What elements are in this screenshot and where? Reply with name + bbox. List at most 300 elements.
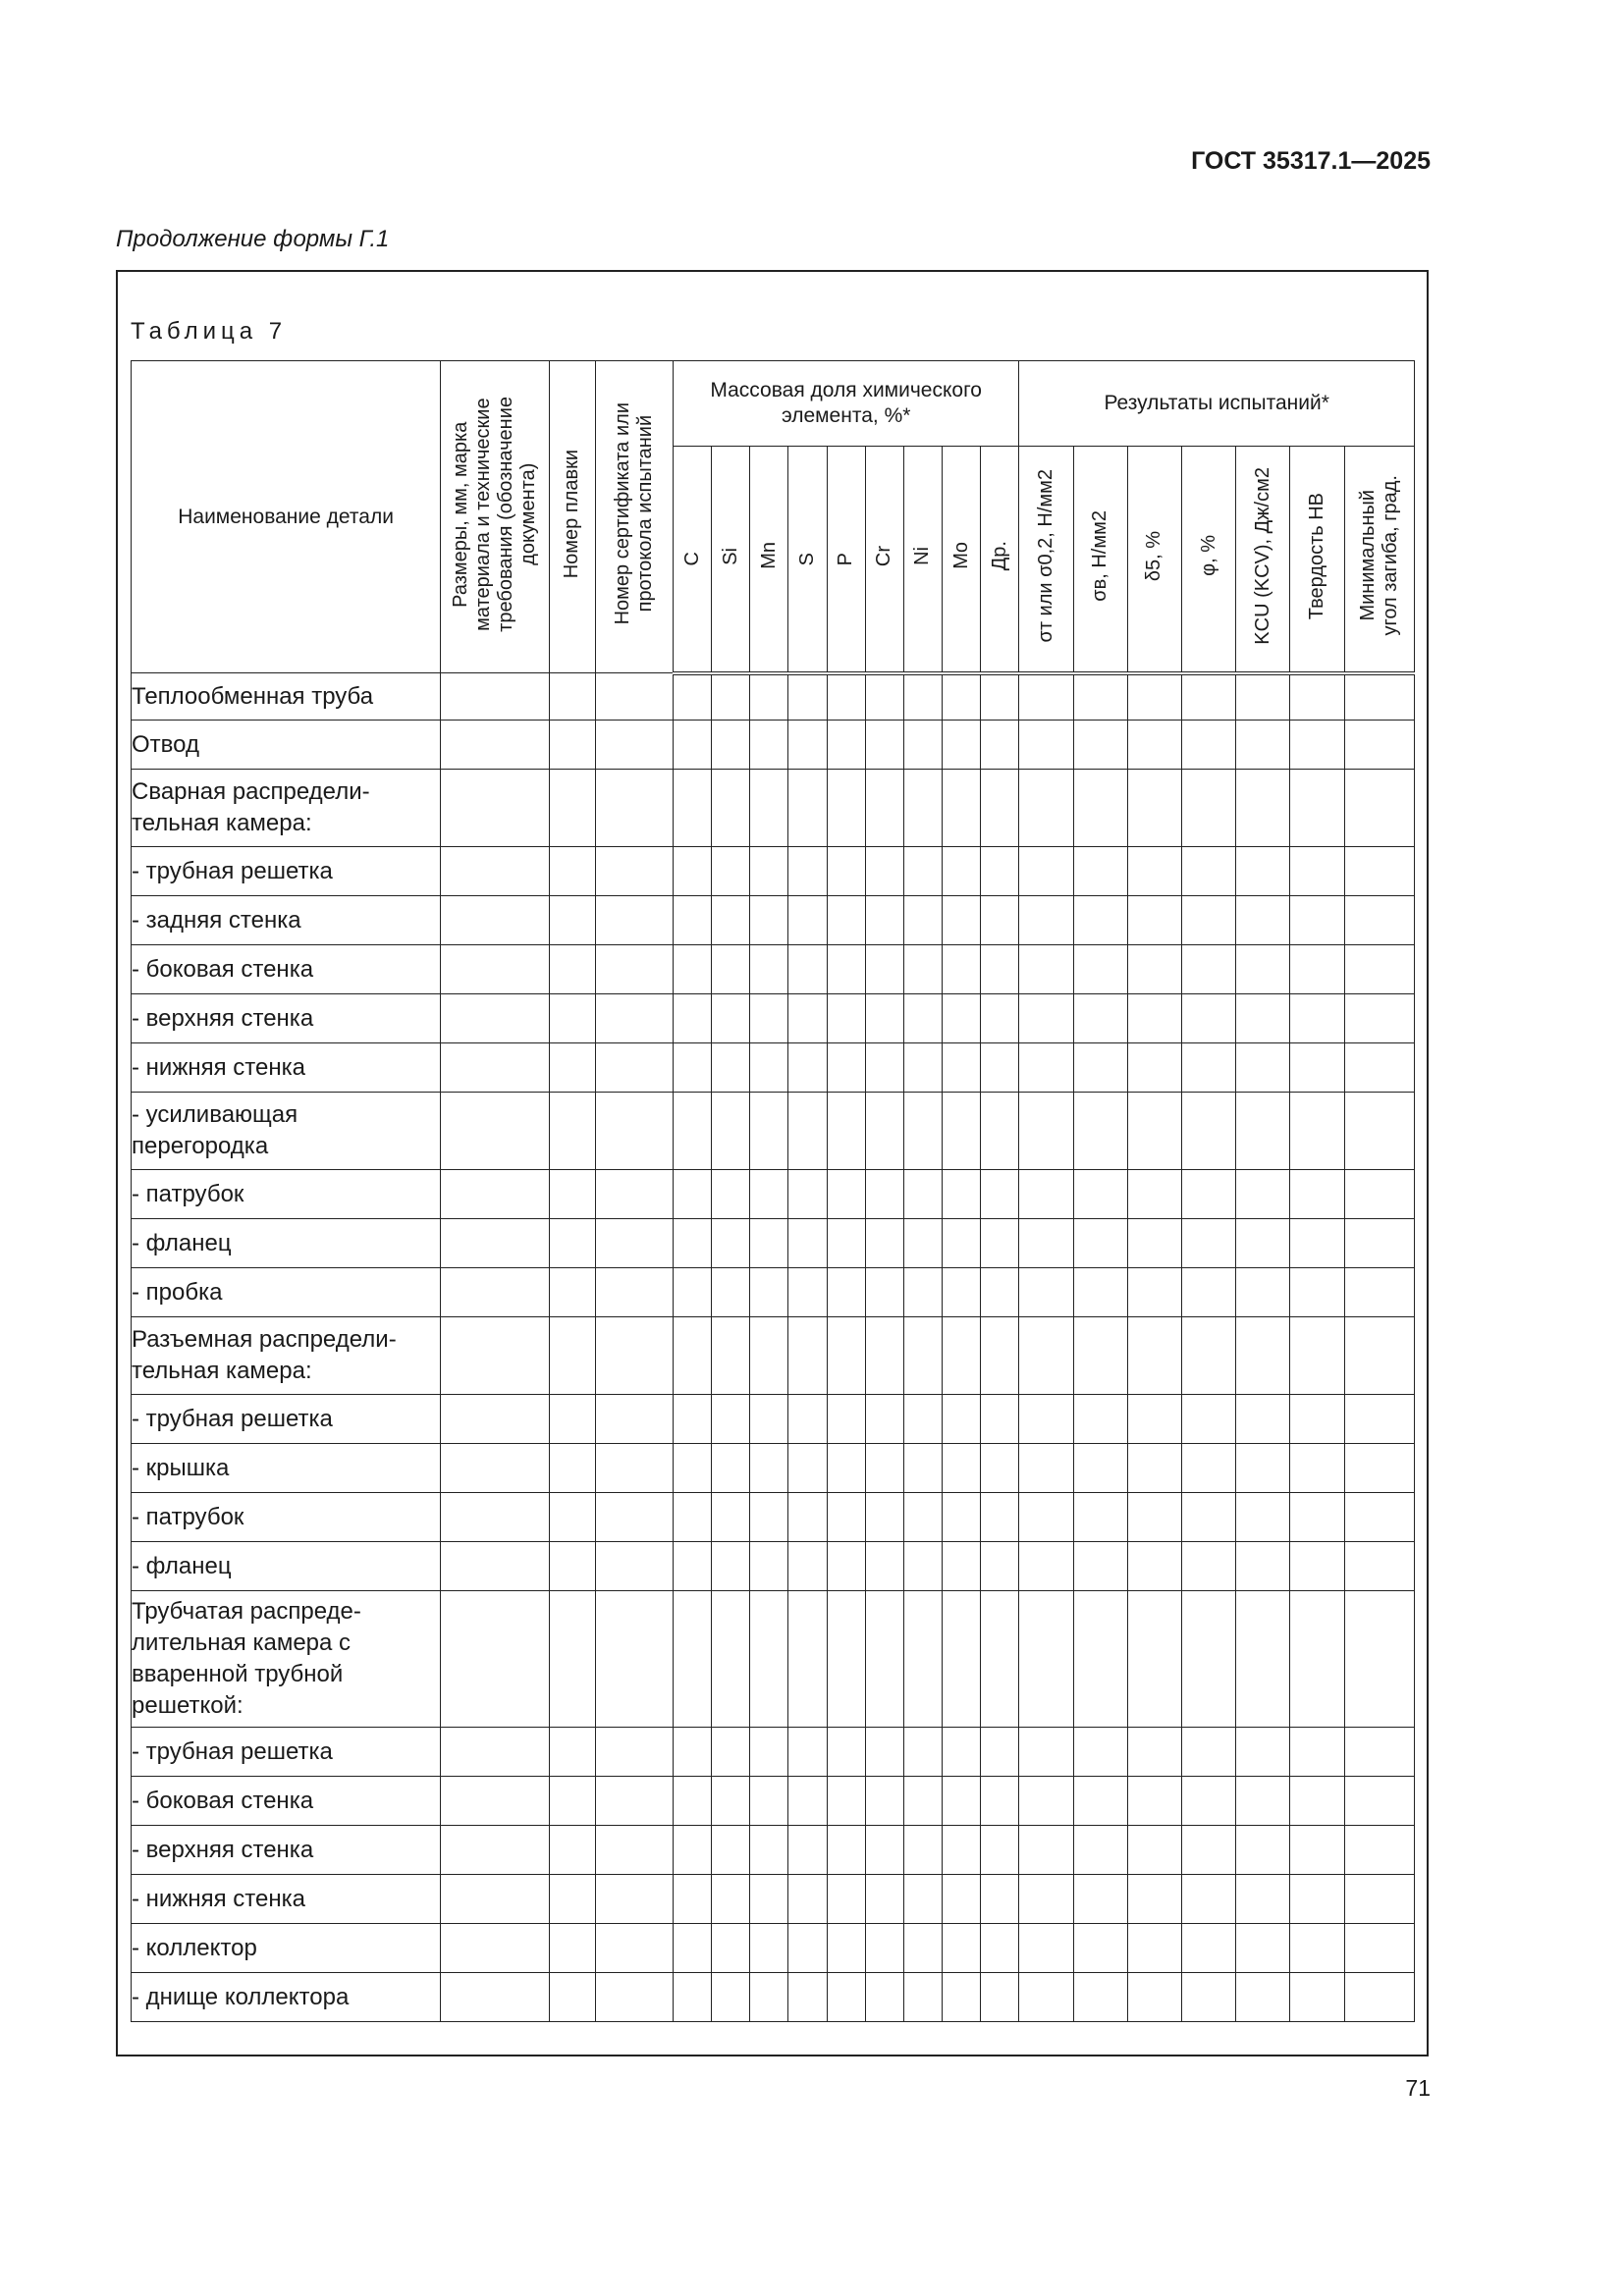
empty-cell (1073, 1826, 1127, 1875)
empty-cell (1344, 1444, 1414, 1493)
empty-cell (750, 994, 788, 1043)
empty-cell (595, 1317, 673, 1395)
empty-cell (1236, 1268, 1290, 1317)
empty-cell (943, 1395, 981, 1444)
table-row (132, 770, 1415, 847)
empty-cell (788, 1395, 827, 1444)
empty-cell (943, 896, 981, 945)
empty-cell (788, 1924, 827, 1973)
empty-cell (1019, 1317, 1073, 1395)
empty-cell (1127, 770, 1181, 847)
empty-cell (595, 1924, 673, 1973)
empty-cell (865, 1317, 903, 1395)
empty-cell (712, 994, 750, 1043)
empty-cell (595, 1170, 673, 1219)
empty-cell (827, 1826, 865, 1875)
empty-cell (827, 847, 865, 896)
table-row (132, 994, 1415, 1043)
empty-cell (1344, 896, 1414, 945)
empty-cell (674, 1444, 712, 1493)
empty-cell (1236, 1317, 1290, 1395)
table-row (132, 1444, 1415, 1493)
empty-cell (788, 1493, 827, 1542)
empty-cell (1073, 1728, 1127, 1777)
empty-cell (1019, 721, 1073, 770)
empty-cell (943, 1444, 981, 1493)
empty-cell (943, 1493, 981, 1542)
empty-cell (1019, 847, 1073, 896)
empty-cell (865, 1875, 903, 1924)
empty-cell (1127, 994, 1181, 1043)
empty-cell (441, 1268, 549, 1317)
empty-cell (750, 1924, 788, 1973)
empty-cell (865, 1973, 903, 2022)
empty-cell (549, 1777, 595, 1826)
empty-cell (441, 994, 549, 1043)
empty-cell (549, 1826, 595, 1875)
table-row (132, 1268, 1415, 1317)
empty-cell (712, 770, 750, 847)
empty-cell (1290, 721, 1344, 770)
empty-cell (712, 1493, 750, 1542)
empty-cell (549, 847, 595, 896)
part-name-cell: Теплообменная труба (132, 673, 441, 721)
empty-cell (750, 1219, 788, 1268)
empty-cell (441, 1728, 549, 1777)
empty-cell (712, 1542, 750, 1591)
empty-cell (1073, 1317, 1127, 1395)
empty-cell (1127, 1924, 1181, 1973)
empty-cell (981, 1542, 1019, 1591)
empty-cell (674, 896, 712, 945)
empty-cell (1127, 847, 1181, 896)
empty-cell (1236, 1219, 1290, 1268)
empty-cell (1290, 770, 1344, 847)
empty-cell (1073, 1170, 1127, 1219)
empty-cell (865, 1093, 903, 1170)
empty-cell (1344, 1219, 1414, 1268)
empty-cell (441, 945, 549, 994)
empty-cell (712, 1093, 750, 1170)
empty-cell (788, 1219, 827, 1268)
empty-cell (674, 1317, 712, 1395)
empty-cell (827, 673, 865, 721)
empty-cell (827, 1170, 865, 1219)
empty-cell (1073, 673, 1127, 721)
empty-cell (981, 1777, 1019, 1826)
empty-cell (865, 945, 903, 994)
empty-cell (750, 896, 788, 945)
empty-cell (712, 1973, 750, 2022)
empty-cell (549, 1542, 595, 1591)
empty-cell (903, 1170, 942, 1219)
empty-cell (943, 1542, 981, 1591)
empty-cell (1344, 673, 1414, 721)
empty-cell (1073, 847, 1127, 896)
empty-cell (441, 673, 549, 721)
empty-cell (1181, 1219, 1235, 1268)
empty-cell (549, 1317, 595, 1395)
empty-cell (865, 1170, 903, 1219)
empty-cell (441, 770, 549, 847)
empty-cell (441, 847, 549, 896)
empty-cell (1073, 1542, 1127, 1591)
header-element-s: S (788, 447, 827, 673)
empty-cell (903, 673, 942, 721)
empty-cell (441, 1591, 549, 1728)
empty-cell (1181, 1317, 1235, 1395)
empty-cell (865, 1395, 903, 1444)
empty-cell (1236, 1170, 1290, 1219)
empty-cell (903, 1875, 942, 1924)
empty-cell (903, 1826, 942, 1875)
empty-cell (1181, 1170, 1235, 1219)
empty-cell (750, 1542, 788, 1591)
empty-cell (943, 1875, 981, 1924)
empty-cell (1181, 1268, 1235, 1317)
header-bend-angle: Минимальный угол загиба, град. (1344, 447, 1414, 673)
empty-cell (1290, 1542, 1344, 1591)
empty-cell (943, 721, 981, 770)
empty-cell (981, 1043, 1019, 1093)
empty-cell (981, 1826, 1019, 1875)
empty-cell (903, 847, 942, 896)
empty-cell (750, 1395, 788, 1444)
empty-cell (865, 1728, 903, 1777)
empty-cell (903, 1924, 942, 1973)
empty-cell (674, 1395, 712, 1444)
empty-cell (549, 1973, 595, 2022)
empty-cell (1290, 1493, 1344, 1542)
empty-cell (549, 1043, 595, 1093)
empty-cell (750, 1268, 788, 1317)
empty-cell (1344, 1728, 1414, 1777)
header-element-c: C (674, 447, 712, 673)
empty-cell (1236, 1777, 1290, 1826)
empty-cell (712, 673, 750, 721)
empty-cell (1290, 1444, 1344, 1493)
empty-cell (441, 1317, 549, 1395)
empty-cell (943, 847, 981, 896)
empty-cell (943, 1043, 981, 1093)
empty-cell (750, 770, 788, 847)
empty-cell (549, 1395, 595, 1444)
empty-cell (1019, 1924, 1073, 1973)
empty-cell (549, 1728, 595, 1777)
empty-cell (712, 847, 750, 896)
empty-cell (1019, 1728, 1073, 1777)
empty-cell (549, 896, 595, 945)
empty-cell (827, 1219, 865, 1268)
empty-cell (441, 1826, 549, 1875)
empty-cell (674, 1728, 712, 1777)
part-name-cell: - трубная решетка (132, 847, 441, 896)
empty-cell (1019, 945, 1073, 994)
empty-cell (903, 770, 942, 847)
empty-cell (750, 1728, 788, 1777)
empty-cell (674, 721, 712, 770)
header-elongation: δ5, % (1127, 447, 1181, 673)
empty-cell (750, 1826, 788, 1875)
part-name-cell: - фланец (132, 1542, 441, 1591)
empty-cell (981, 770, 1019, 847)
empty-cell (595, 1093, 673, 1170)
empty-cell (865, 847, 903, 896)
empty-cell (674, 1268, 712, 1317)
part-name-cell: - коллектор (132, 1924, 441, 1973)
empty-cell (1181, 1728, 1235, 1777)
empty-cell (712, 1444, 750, 1493)
empty-cell (441, 1444, 549, 1493)
empty-cell (827, 1317, 865, 1395)
part-name-cell: Отвод (132, 721, 441, 770)
part-name-cell: - патрубок (132, 1493, 441, 1542)
empty-cell (827, 1728, 865, 1777)
table-row (132, 1093, 1415, 1170)
header-element-mo: Mo (943, 447, 981, 673)
empty-cell (1019, 1826, 1073, 1875)
empty-cell (827, 945, 865, 994)
empty-cell (595, 994, 673, 1043)
empty-cell (788, 1591, 827, 1728)
empty-cell (981, 1093, 1019, 1170)
empty-cell (1127, 1777, 1181, 1826)
empty-cell (674, 1093, 712, 1170)
header-sizes: Размеры, мм, марка материала и технические требования (обозначение документа) (441, 361, 549, 673)
header-element-si: Si (712, 447, 750, 673)
part-name-cell: - патрубок (132, 1170, 441, 1219)
part-name-cell: - крышка (132, 1444, 441, 1493)
empty-cell (943, 1170, 981, 1219)
empty-cell (1344, 1591, 1414, 1728)
empty-cell (750, 1170, 788, 1219)
form-continuation-label: Продолжение формы Г.1 (116, 226, 390, 252)
table-row (132, 1493, 1415, 1542)
empty-cell (1073, 1875, 1127, 1924)
empty-cell (903, 721, 942, 770)
table-row (132, 847, 1415, 896)
empty-cell (1344, 1493, 1414, 1542)
empty-cell (1019, 1395, 1073, 1444)
part-name-cell: - боковая стенка (132, 1777, 441, 1826)
empty-cell (788, 1317, 827, 1395)
empty-cell (712, 1875, 750, 1924)
empty-cell (674, 1826, 712, 1875)
empty-cell (903, 1728, 942, 1777)
empty-cell (1181, 847, 1235, 896)
empty-cell (1019, 673, 1073, 721)
empty-cell (1290, 673, 1344, 721)
empty-cell (1073, 994, 1127, 1043)
empty-cell (788, 896, 827, 945)
empty-cell (1019, 1542, 1073, 1591)
table-row (132, 1973, 1415, 2022)
empty-cell (1236, 1924, 1290, 1973)
empty-cell (674, 1542, 712, 1591)
empty-cell (1127, 1826, 1181, 1875)
empty-cell (981, 1268, 1019, 1317)
empty-cell (549, 1170, 595, 1219)
empty-cell (981, 1875, 1019, 1924)
part-name-cell: - трубная решетка (132, 1395, 441, 1444)
empty-cell (674, 1591, 712, 1728)
empty-cell (1073, 1973, 1127, 2022)
empty-cell (595, 721, 673, 770)
table-row (132, 1542, 1415, 1591)
empty-cell (549, 1268, 595, 1317)
empty-cell (903, 1395, 942, 1444)
part-name-cell: - днище коллектора (132, 1973, 441, 2022)
empty-cell (1181, 896, 1235, 945)
empty-cell (441, 1924, 549, 1973)
empty-cell (1019, 1777, 1073, 1826)
part-name-cell: - фланец (132, 1219, 441, 1268)
empty-cell (865, 1777, 903, 1826)
table-row (132, 1924, 1415, 1973)
part-name-cell: - пробка (132, 1268, 441, 1317)
empty-cell (750, 847, 788, 896)
empty-cell (1181, 721, 1235, 770)
empty-cell (712, 1728, 750, 1777)
empty-cell (865, 721, 903, 770)
empty-cell (712, 1043, 750, 1093)
empty-cell (981, 896, 1019, 945)
empty-cell (1290, 1395, 1344, 1444)
table-row (132, 945, 1415, 994)
empty-cell (903, 1542, 942, 1591)
empty-cell (981, 945, 1019, 994)
empty-cell (903, 1219, 942, 1268)
empty-cell (981, 1170, 1019, 1219)
empty-cell (903, 1591, 942, 1728)
empty-cell (1019, 1043, 1073, 1093)
empty-cell (827, 1973, 865, 2022)
empty-cell (1181, 1924, 1235, 1973)
header-hardness: Твердость НВ (1290, 447, 1344, 673)
empty-cell (1236, 896, 1290, 945)
empty-cell (1290, 1973, 1344, 2022)
header-element-cr: Cr (865, 447, 903, 673)
empty-cell (1236, 1444, 1290, 1493)
empty-cell (903, 896, 942, 945)
empty-cell (750, 1093, 788, 1170)
empty-cell (1236, 770, 1290, 847)
table-row (132, 1591, 1415, 1728)
empty-cell (788, 1170, 827, 1219)
empty-cell (595, 1268, 673, 1317)
empty-cell (943, 673, 981, 721)
empty-cell (865, 1268, 903, 1317)
empty-cell (788, 1093, 827, 1170)
empty-cell (1127, 1493, 1181, 1542)
empty-cell (943, 1317, 981, 1395)
header-element-ni: Ni (903, 447, 942, 673)
empty-cell (981, 847, 1019, 896)
empty-cell (1127, 1875, 1181, 1924)
empty-cell (712, 896, 750, 945)
header-certificate: Номер сертификата или протокола испытаний (595, 361, 673, 673)
empty-cell (1344, 1317, 1414, 1395)
empty-cell (674, 770, 712, 847)
empty-cell (1290, 1170, 1344, 1219)
empty-cell (1073, 770, 1127, 847)
empty-cell (1290, 1826, 1344, 1875)
header-element-p: P (827, 447, 865, 673)
empty-cell (674, 847, 712, 896)
part-name-cell: - верхняя стенка (132, 994, 441, 1043)
empty-cell (788, 1043, 827, 1093)
empty-cell (1019, 770, 1073, 847)
empty-cell (1181, 1444, 1235, 1493)
empty-cell (865, 1219, 903, 1268)
empty-cell (1236, 1826, 1290, 1875)
empty-cell (595, 1444, 673, 1493)
empty-cell (827, 1444, 865, 1493)
empty-cell (981, 1444, 1019, 1493)
empty-cell (595, 673, 673, 721)
header-heat-number: Номер плавки (549, 361, 595, 673)
empty-cell (943, 1219, 981, 1268)
empty-cell (788, 1826, 827, 1875)
empty-cell (750, 1043, 788, 1093)
part-name-cell: - верхняя стенка (132, 1826, 441, 1875)
empty-cell (1344, 770, 1414, 847)
empty-cell (1127, 945, 1181, 994)
empty-cell (827, 1777, 865, 1826)
empty-cell (1344, 1777, 1414, 1826)
empty-cell (943, 1924, 981, 1973)
empty-cell (943, 994, 981, 1043)
empty-cell (441, 1542, 549, 1591)
empty-cell (865, 994, 903, 1043)
header-reduction-of-area: φ, % (1181, 447, 1235, 673)
empty-cell (595, 1542, 673, 1591)
empty-cell (549, 1493, 595, 1542)
empty-cell (943, 945, 981, 994)
empty-cell (981, 673, 1019, 721)
table-row (132, 1728, 1415, 1777)
empty-cell (595, 1043, 673, 1093)
table-row (132, 1395, 1415, 1444)
table-row (132, 1826, 1415, 1875)
empty-cell (1127, 1317, 1181, 1395)
empty-cell (1290, 994, 1344, 1043)
empty-cell (1344, 945, 1414, 994)
empty-cell (549, 945, 595, 994)
empty-cell (1181, 1875, 1235, 1924)
table-caption: Таблица 7 (131, 318, 288, 345)
empty-cell (1181, 770, 1235, 847)
header-yield-strength: σт или σ0,2, Н/мм2 (1019, 447, 1073, 673)
empty-cell (1236, 1542, 1290, 1591)
part-name-cell: Разъемная распредели- тельная камера: (132, 1317, 441, 1395)
empty-cell (981, 1973, 1019, 2022)
empty-cell (1181, 1777, 1235, 1826)
empty-cell (788, 1268, 827, 1317)
empty-cell (549, 994, 595, 1043)
empty-cell (1127, 896, 1181, 945)
empty-cell (595, 1826, 673, 1875)
empty-cell (903, 1268, 942, 1317)
empty-cell (827, 1043, 865, 1093)
empty-cell (827, 1591, 865, 1728)
empty-cell (1344, 1875, 1414, 1924)
empty-cell (712, 1826, 750, 1875)
empty-cell (1290, 1777, 1344, 1826)
empty-cell (712, 1924, 750, 1973)
empty-cell (712, 1317, 750, 1395)
empty-cell (441, 1043, 549, 1093)
